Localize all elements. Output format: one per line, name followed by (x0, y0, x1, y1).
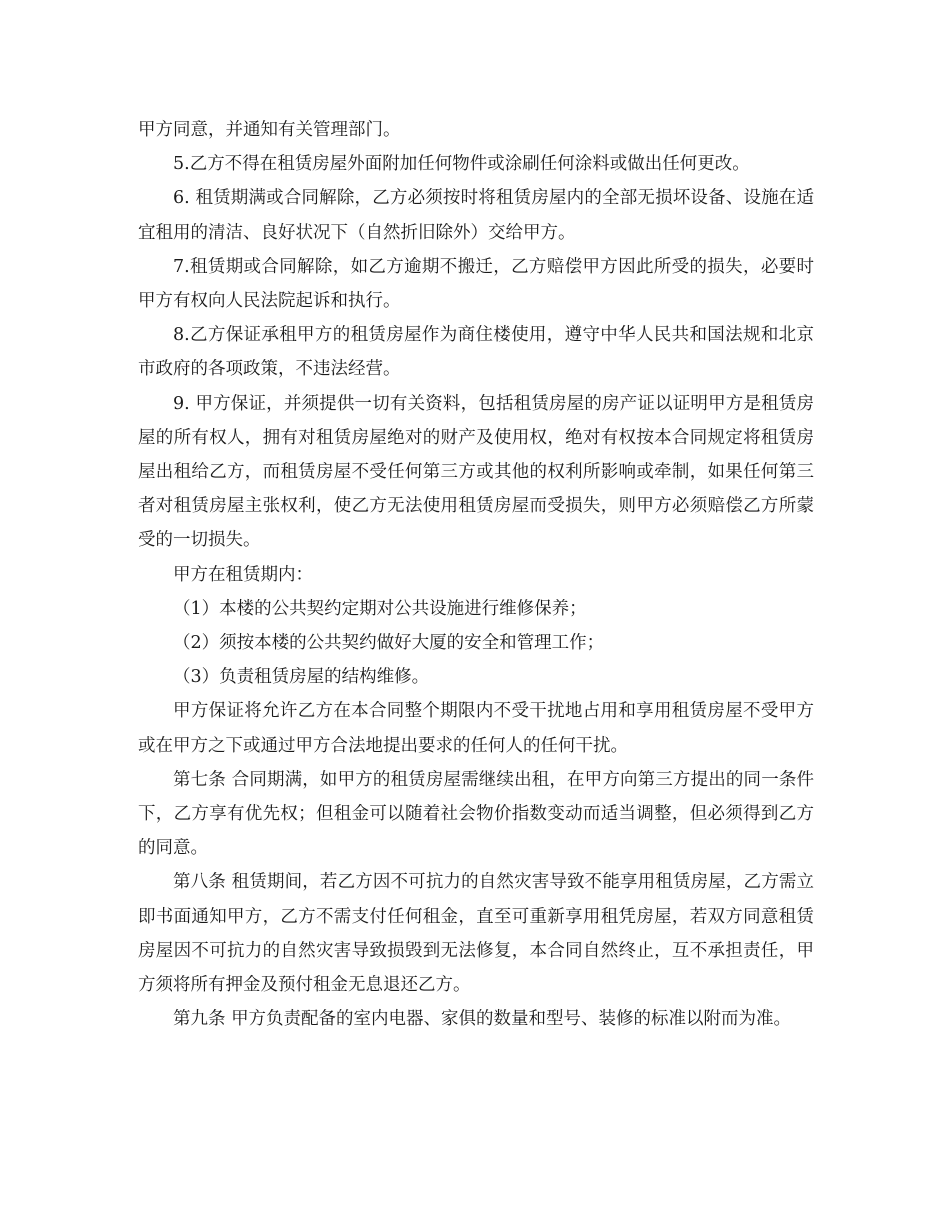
paragraph-clause-9: 9. 甲方保证，并须提供一切有关资料，包括租赁房屋的房产证以证明甲方是租赁房屋的所有权人，拥有对租赁房屋绝对的财产及使用权，绝对有权按本合同规定将租赁房屋出租给乙方，而租赁房屋不受任何第三方或其他的权利所影响或牵制，如果任何第三者对租赁房屋主张权利，使乙方无法使用租赁房屋而受损失，则甲方必须赔偿乙方所蒙受的一切损失。 (138, 393, 814, 551)
paragraph-clause-5: 5.乙方不得在租赁房屋外面附加任何物件或涂刷任何涂料或做出任何更改。 (173, 154, 750, 175)
paragraph-clause-6: 6. 租赁期满或合同解除，乙方必须按时将租赁房屋内的全部无损坏设备、设施在适宜租用的清洁、良好状况下（自然折旧除外）交给甲方。 (138, 188, 814, 243)
paragraph-quiet-enjoyment: 甲方保证将允许乙方在本合同整个期限内不受干扰地占用和享用租赁房屋不受甲方或在甲方之下或通过甲方合法地提出要求的任何人的任何干扰。 (138, 701, 814, 756)
list-item-duty-2: （2）须按本楼的公共契约做好大厦的安全和管理工作； (173, 633, 605, 654)
paragraph-article-7: 第七条 合同期满，如甲方的租赁房屋需继续出租，在甲方向第三方提出的同一条件下，乙方享有优先权；但租金可以随着社会物价指数变动而适当调整，但必须得到乙方的同意。 (138, 769, 814, 859)
paragraph-clause-7: 7.租赁期或合同解除，如乙方逾期不搬迁，乙方赔偿甲方因此所受的损失，必要时甲方有权向人民法院起诉和执行。 (138, 256, 814, 312)
list-item-duty-1: （1）本楼的公共契约定期对公共设施进行维修保养； (173, 598, 587, 619)
paragraph-clause-8: 8.乙方保证承租甲方的租赁房屋作为商住楼使用，遵守中华人民共和国法规和北京市政府的各项政策，不违法经营。 (138, 325, 814, 380)
paragraph-article-9: 第九条 甲方负责配备的室内电器、家俱的数量和型号、装修的标准以附而为准。 (173, 1009, 792, 1030)
list-item-duty-3: （3）负责租赁房屋的结构维修。 (173, 667, 430, 688)
paragraph-article-8: 第八条 租赁期间，若乙方因不可抗力的自然灾害导致不能享用租赁房屋，乙方需立即书面通知甲方，乙方不需支付任何租金，直至可重新享用租凭房屋，若双方同意租赁房屋因不可抗力的自然灾害导致损毁到无法修复，本合同自然终止，互不承担责任，甲方须将所有押金及预付租金无息退还乙方。 (138, 872, 814, 996)
paragraph-landlord-duties-intro: 甲方在租赁期内： (173, 564, 313, 585)
document-body (138, 113, 814, 1036)
paragraph-continuation: 甲方同意，并通知有关管理部门。 (138, 120, 401, 140)
